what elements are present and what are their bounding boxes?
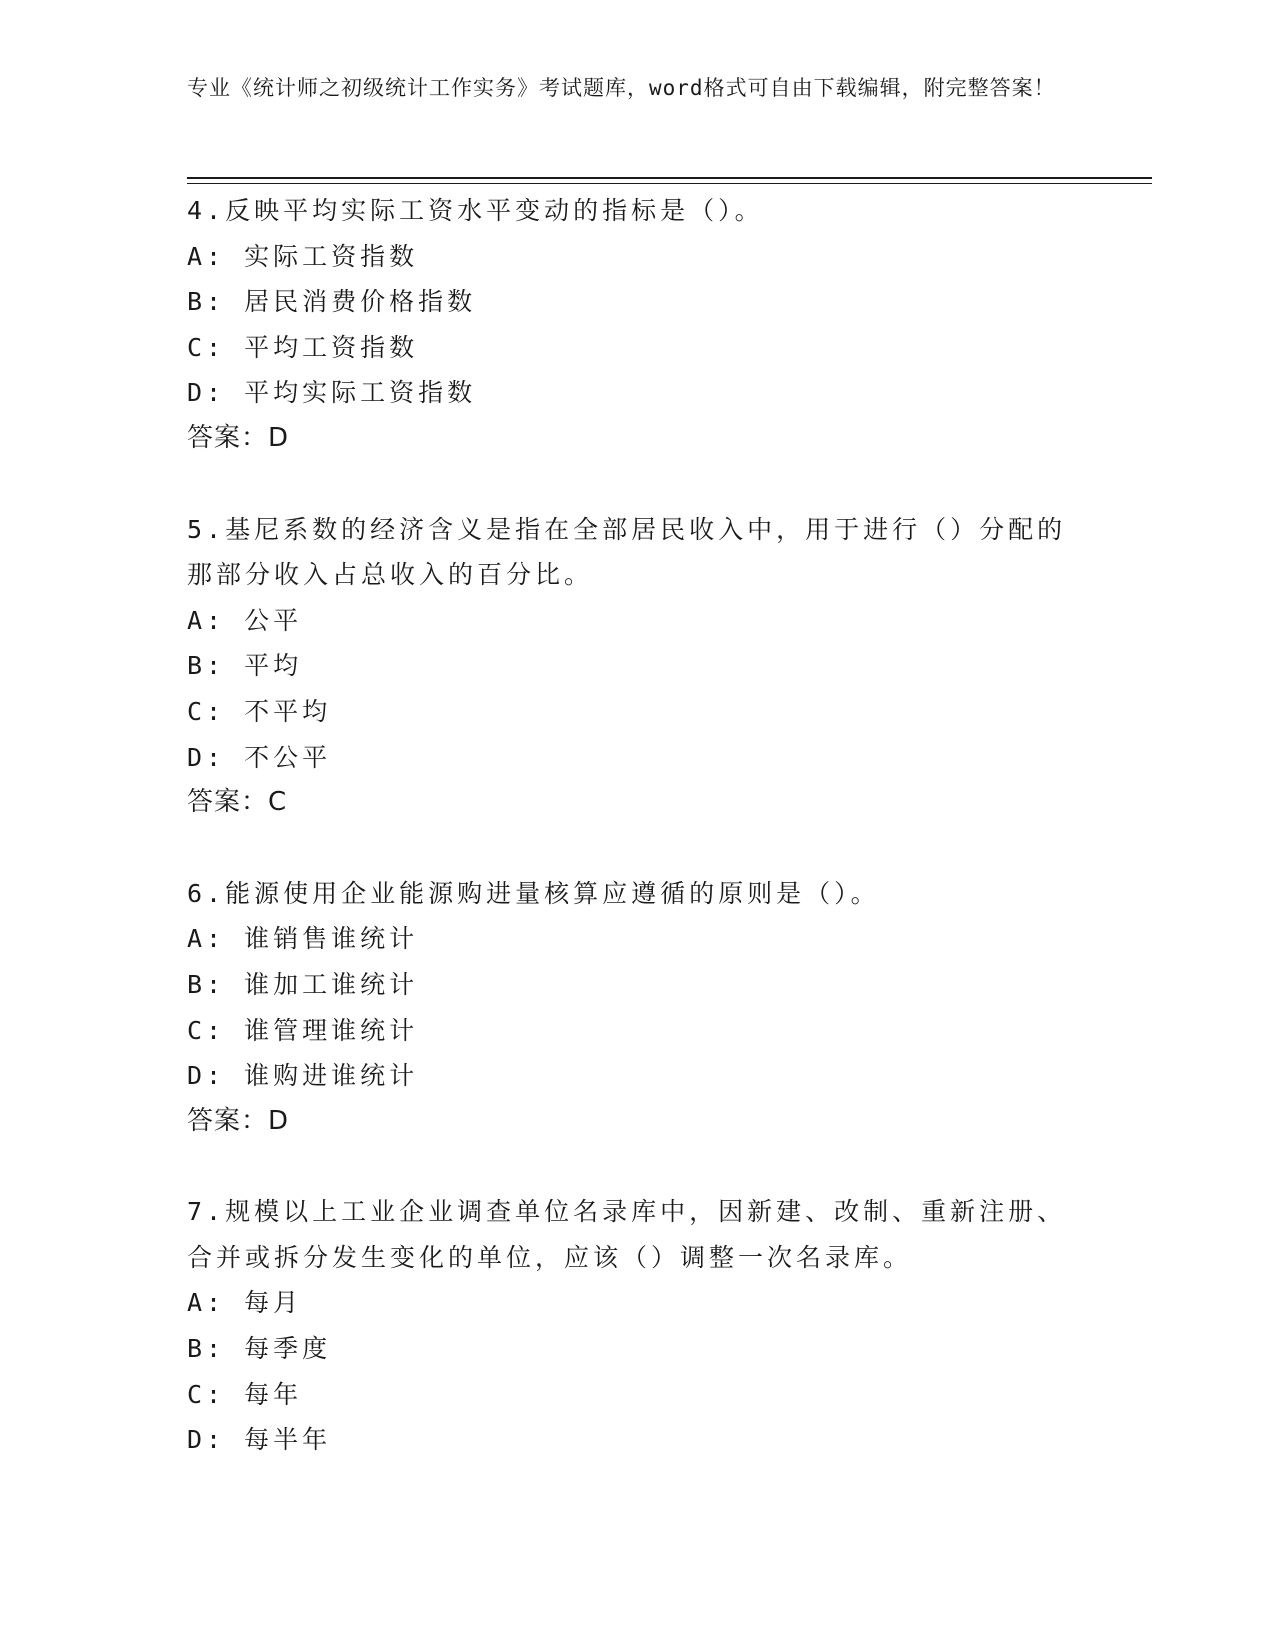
header-divider-thick (187, 177, 1152, 179)
option-a: A: 谁销售谁统计 (187, 924, 419, 954)
question-stem: 6.能源使用企业能源购进量核算应遵循的原则是（）。 (187, 878, 880, 908)
option-d: D: 每半年 (187, 1425, 332, 1455)
header-divider-thin (187, 183, 1152, 184)
question-5 (187, 507, 1067, 826)
option-c: C: 不平均 (187, 696, 332, 726)
option-a: A: 每月 (187, 1288, 303, 1318)
question-stem: 5.基尼系数的经济含义是指在全部居民收入中，用于进行（）分配的那部分收入占总收入的百分比。 (187, 514, 1067, 590)
answer-text: 答案：D (187, 1105, 290, 1136)
option-b: B: 谁加工谁统计 (187, 969, 419, 999)
option-d: D: 不公平 (187, 742, 332, 772)
option-a: A: 公平 (187, 605, 303, 635)
option-b: B: 每季度 (187, 1334, 332, 1364)
answer-text: 答案：D (187, 422, 290, 453)
question-stem: 7.规模以上工业企业调查单位名录库中，因新建、改制、重新注册、合并或拆分发生变化的单位，应该（）调整一次名录库。 (187, 1197, 1067, 1272)
question-4 (187, 188, 1067, 462)
option-c: C: 谁管理谁统计 (187, 1015, 419, 1045)
question-stem: 4.反映平均实际工资水平变动的指标是（）。 (187, 196, 764, 225)
question-6 (187, 871, 1067, 1145)
option-a: A: 实际工资指数 (187, 241, 419, 271)
option-d: D: 谁购进谁统计 (187, 1061, 419, 1091)
question-7 (187, 1189, 1067, 1463)
option-c: C: 每年 (187, 1379, 303, 1409)
answer-text: 答案：C (187, 787, 288, 818)
option-b: B: 居民消费价格指数 (187, 287, 477, 317)
question-list (187, 188, 1067, 1508)
option-b: B: 平均 (187, 651, 303, 681)
document-header: 专业《统计师之初级统计工作实务》考试题库，word格式可自由下载编辑，附完整答案！ (187, 76, 1056, 100)
option-d: D: 平均实际工资指数 (187, 378, 477, 408)
option-c: C: 平均工资指数 (187, 332, 419, 362)
